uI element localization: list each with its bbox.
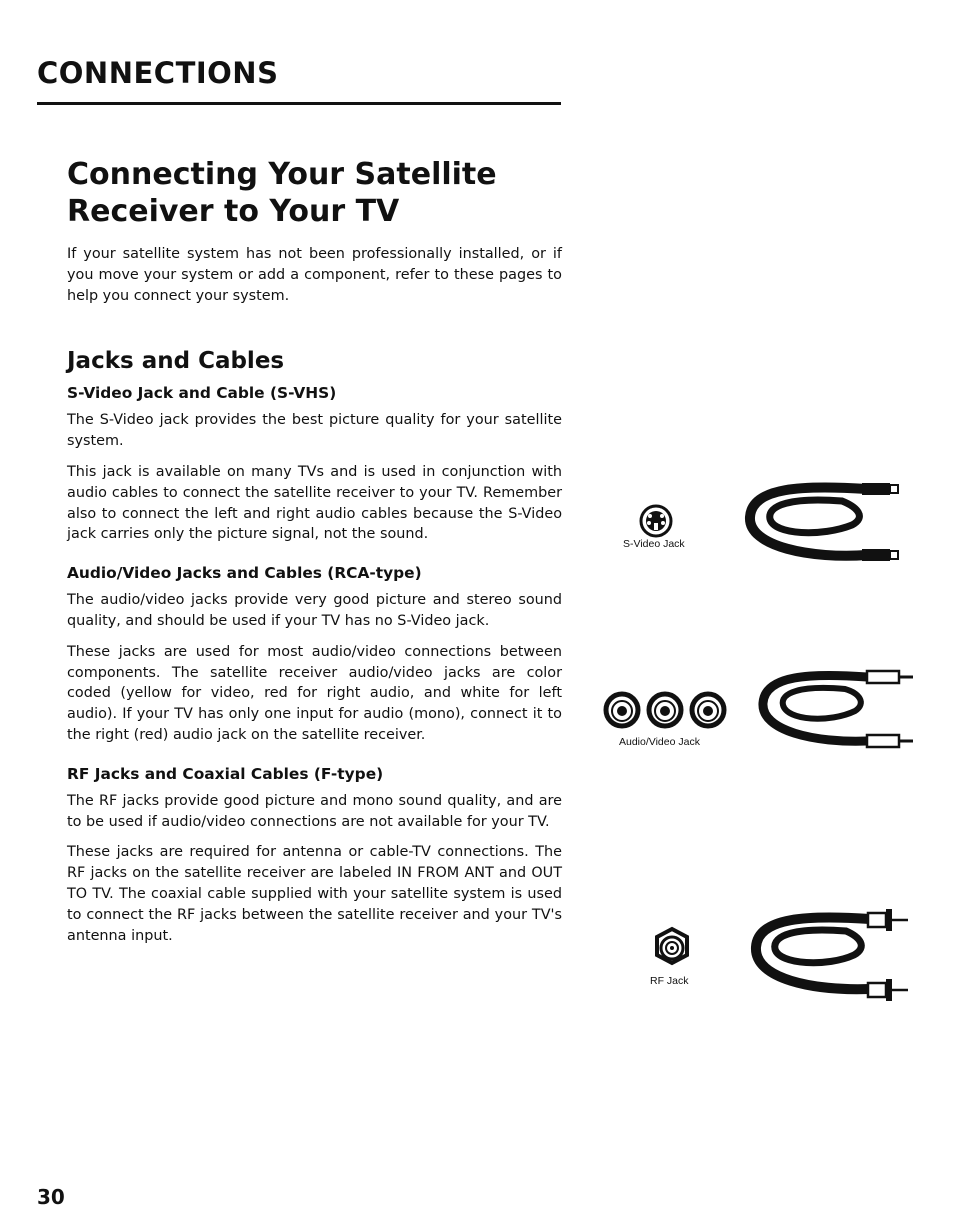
rca-jack-icon <box>602 690 728 730</box>
av-heading: Audio/Video Jacks and Cables (RCA-type) <box>67 564 422 583</box>
rf-heading: RF Jacks and Coaxial Cables (F-type) <box>67 764 384 783</box>
coaxial-cable-icon <box>748 905 918 1001</box>
main-content <box>67 244 562 946</box>
av-paragraph-1: The audio/video jacks provide very good picture and stereo sound quality, and should be used if your TV has no S-Video jack. <box>67 592 562 629</box>
rca-cable-icon <box>755 665 917 755</box>
rf-paragraph-2: These jacks are required for antenna or cable-TV connections. The RF jacks on the satellite receiver are labeled IN FROM ANT and OUT TO TV. The coaxial cable supplied with your satellite system is used to connect the RF jacks between the satellite receiver and your TV's antenna input. <box>67 844 562 944</box>
page-number: 30 <box>37 1185 65 1209</box>
svideo-paragraph-2: This jack is available on many TVs and is used in conjunction with audio cables to connect the satellite receiver to your TV. Remember also to connect the left and right audio cables because the S-Video jack carries only the picture signal, not the sound. <box>67 463 562 543</box>
rf-jack-icon <box>652 926 692 972</box>
intro-paragraph: If your satellite system has not been professionally installed, or if you move your system or add a component, refer to these pages to help you connect your system. <box>67 246 562 304</box>
page-title-line1: Connecting Your Satellite <box>67 157 497 192</box>
jacks-heading: Jacks and Cables <box>67 348 285 375</box>
header-rule <box>37 102 561 105</box>
page-title-line2: Receiver to Your TV <box>67 194 400 229</box>
rf-jack-caption: RF Jack <box>650 975 689 987</box>
svideo-jack-icon <box>636 503 676 539</box>
section-header: CONNECTIONS <box>37 56 279 90</box>
svideo-cable-icon <box>742 477 904 572</box>
svideo-paragraph-1: The S-Video jack provides the best picture quality for your satellite system. <box>67 412 562 450</box>
svideo-heading: S-Video Jack and Cable (S-VHS) <box>67 384 337 403</box>
rf-paragraph-1: The RF jacks provide good picture and mono sound quality, and are to be used if audio/video connections are not available for your TV. <box>67 792 562 830</box>
svideo-jack-caption: S-Video Jack <box>623 538 685 550</box>
av-paragraph-2: These jacks are used for most audio/video connections between components. The satellite receiver audio/video jacks are color coded (yellow for video, red for right audio, and white for left audio). If your TV has only one input for audio (mono), connect it to the right (red) audio jack on the satellite receiver. <box>67 643 562 743</box>
av-jack-caption: Audio/Video Jack <box>619 736 700 748</box>
page-title <box>67 156 497 230</box>
